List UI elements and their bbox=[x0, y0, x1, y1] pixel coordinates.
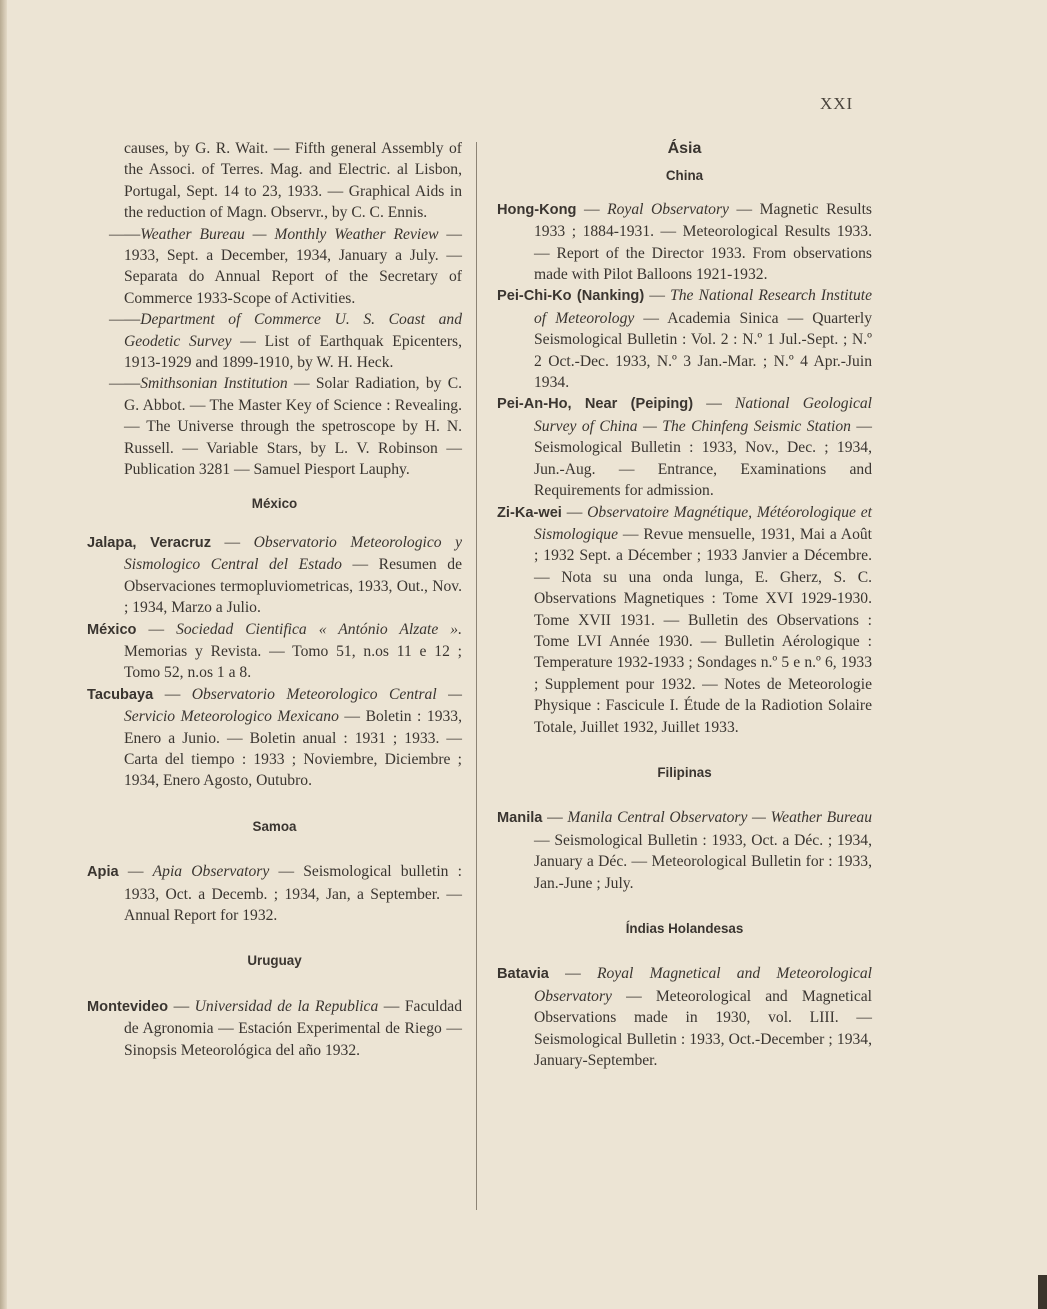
section-heading-indias-holandesas: Índias Holandesas bbox=[625, 921, 744, 936]
section-heading-mexico: México bbox=[251, 495, 298, 511]
entry-place: Jalapa, Veracruz bbox=[87, 534, 212, 551]
entry-place: Hong-Kong bbox=[497, 201, 577, 218]
entry-institution: Smithsonian Institution bbox=[140, 375, 288, 393]
entry-text: — Magnetic Results 1933 ; 1884-1931. — Meteorological Results 1933. — Report of the Director 1933. From observations made with Pilot Balloons 1921-1932. bbox=[534, 200, 872, 284]
entry-text: — Seismological bulletin : 1933, Oct. a Decemb. ; 1934, Jan, a September. — Annual Report for 1932. bbox=[124, 863, 462, 924]
entry-institution: National Geological Survey of China — The Chinfeng Seismic Station bbox=[534, 395, 872, 435]
entry-apia: Apia — Apia Observatory — Seismological bulletin : 1933, Oct. a Decemb. ; 1934, Jan, a September. — Annual Report for 1932. bbox=[87, 863, 462, 924]
entry-text: — Revue mensuelle, 1931, Mai a Août ; 1932 Sept. a Décember ; 1933 Janvier a Décembre. — Nota su una onda lunga, E. Gherz, S. C. Observations Magnetiques : Tome XVI 1929-1930. Tome XVII 1931. — Bulletin des Observations : Tome LVI Année 1930. — Bulletin Aérologique : Temperature 1932-1933 ; Sondages n.º 5 e n.º 6, 1933 ; Supplement pour 1932. — Notes de Meteorologie Physique : Fascicule I. Étude de la Radiotion Solaire Totale, Juillet 1932, Juillet 1933. bbox=[534, 525, 872, 736]
entry-institution: Manila Central Observatory — Weather Bureau bbox=[567, 809, 872, 827]
entry-text: — Seismological Bulletin : 1933, Nov., Dec. ; 1934, Jun.-Aug. — Entrance, Examinations and Requirements for admission. bbox=[534, 417, 872, 500]
entry-place: Manila bbox=[497, 810, 543, 827]
entry-text: — Faculdad de Agronomia — Estación Experimental de Riego — Sinopsis Meteorológica del año 1932. bbox=[124, 997, 463, 1059]
entry-manila: Manila — Manila Central Observatory — Weather Bureau — Seismological Bulletin : 1933, Oct. a Déc. ; 1934, January a Déc. — Meteorological Bulletin for : 1933, Jan.-June ; July. bbox=[497, 809, 872, 892]
entry-institution: Apia Observatory bbox=[152, 863, 270, 881]
section-heading-asia: Ásia bbox=[667, 140, 702, 157]
right-column bbox=[497, 138, 872, 1071]
entry-zi-ka-wei: Zi-Ka-wei — Observatoire Magnétique, Météorologique et Sismologique — Revue mensuelle, 1931, Mai a Août ; 1932 Sept. a Décember ; 1933 Janvier a Décembre. — Nota su una onda lunga, E. Gherz, S. C. Observations Magnetiques : Tome XVI 1929-1930. Tome XVII 1931. — Bulletin des Observations : Tome LVI Année 1930. — Bulletin Aérologique : Temperature 1932-1933 ; Sondages n.º 5 e n.º 6, 1933 ; Supplement pour 1932. — Notes de Meteorologie Physique : Fascicule I. Étude de la Radiotion Solaire Totale, Juillet 1932, Juillet 1933. bbox=[497, 503, 873, 736]
entry-place: México bbox=[87, 621, 137, 638]
entry-institution: Observatorio Meteorologico Central — Servicio Meteorologico Mexicano bbox=[124, 685, 462, 726]
entry-place: Zi-Ka-wei bbox=[497, 504, 562, 521]
entry-institution: Observatoire Magnétique, Météorologique et Sismologique bbox=[534, 503, 873, 543]
section-heading-china: China bbox=[665, 168, 704, 184]
entry-place: Batavia bbox=[497, 966, 549, 983]
entry-coast-survey bbox=[87, 309, 462, 373]
entry-place: Pei-Chi-Ko (Nanking) bbox=[497, 288, 645, 305]
page-number: XXI bbox=[820, 94, 854, 113]
entry-place: Tacubaya bbox=[87, 686, 154, 703]
entry-text: — Resumen de Observaciones termopluviometricas, 1933, Out., Nov. ; 1934, Marzo a Julio. bbox=[124, 556, 462, 617]
entry-institution: Weather Bureau — Monthly Weather Review bbox=[140, 225, 439, 243]
entry-text: — 1933, Sept. a December, 1934, January a July. — Separata do Annual Report of the Secretary of Commerce 1933-Scope of Activities. bbox=[124, 225, 462, 307]
entry-weather-bureau bbox=[87, 224, 462, 310]
section-heading-uruguay: Uruguay bbox=[247, 953, 302, 969]
entry-dash: —— bbox=[109, 225, 141, 243]
entry-smithsonian bbox=[87, 373, 462, 480]
column-divider bbox=[476, 142, 477, 1210]
entry-institution: Universidad de la Republica bbox=[194, 997, 379, 1015]
entry-mexico: México — Sociedad Cientifica « António Alzate ». Memorias y Revista. — Tomo 51, n.os 11 e 12 ; Tomo 52, n.os 1 a 8. bbox=[87, 620, 463, 682]
entry-institution: Royal Observatory bbox=[607, 200, 729, 218]
left-column bbox=[87, 138, 462, 1061]
entry-institution: Observatorio Meteorologico y Sismologico Central del Estado bbox=[124, 533, 462, 574]
entry-pei-chi-ko: Pei-Chi-Ko (Nanking) — The National Research Institute of Meteorology — Academia Sinica — Quarterly Seismological Bulletin : Vol. 2 : N.º 1 Jul.-Sept. ; N.º 2 Oct.-Dec. 1933, N.º 3 Jan.-Mar. ; N.º 4 Apr.-Juin 1934. bbox=[497, 287, 873, 392]
entry-institution: Royal Magnetical and Meteorological Observatory bbox=[534, 965, 872, 1005]
entry-place: Montevideo bbox=[87, 998, 169, 1015]
page-edge-left bbox=[0, 0, 7, 1309]
entry-institution: Department of Commerce U. S. Coast and Geodetic Survey bbox=[124, 311, 462, 350]
entry-tacubaya: Tacubaya — Observatorio Meteorologico Central — Servicio Meteorologico Mexicano — Boletin : 1933, Enero a Junio. — Boletin anual : 1931 ; 1933. — Carta del tiempo : 1933 ; Noviembre, Diciembre ; 1934, Enero Agosto, Outubro. bbox=[87, 685, 462, 790]
entry-text: — List of Earthquak Epicenters, 1913-1929 and 1899-1910, by W. H. Heck. bbox=[124, 332, 463, 372]
entry-dash: —— bbox=[109, 375, 141, 393]
entry-continuation: causes, by G. R. Wait. — Fifth general Assembly of the Associ. of Terres. Mag. and Electric. al Lisbon, Portugal, Sept. 14 to 23, 1933. — Graphical Aids in the reduction of Magn. Observr., by C. C. Ennis. bbox=[124, 140, 462, 222]
entry-pei-an-ho: Pei-An-Ho, Near (Peiping) — National Geological Survey of China — The Chinfeng Seismic Station — Seismological Bulletin : 1933, Nov., Dec. ; 1934, Jun.-Aug. — Entrance, Examinations and Requirements for admission. bbox=[497, 395, 872, 500]
entry-text: — Academia Sinica — Quarterly Seismological Bulletin : Vol. 2 : N.º 1 Jul.-Sept. ; N.º 2 Oct.-Dec. 1933, N.º 3 Jan.-Mar. ; N.º 4 Apr.-Juin 1934. bbox=[534, 309, 872, 392]
entry-text: — Boletin : 1933, Enero a Junio. — Boletin anual : 1931 ; 1933. — Carta del tiempo : 1933 ; Noviembre, Diciembre ; 1934, Enero Agosto, Outubro. bbox=[124, 708, 462, 790]
section-heading-samoa: Samoa bbox=[252, 818, 297, 834]
entry-text: — Solar Radiation, by C. G. Abbot. — The Master Key of Science : Revealing. — The Universe through the spetroscope by H. N. Russell. — Variable Stars, by L. V. Robinson — Publication 3281 — Samuel Piesport Lauphy. bbox=[124, 375, 462, 479]
entry-jalapa: Jalapa, Veracruz — Observatorio Meteorologico y Sismologico Central del Estado — Resumen de Observaciones termopluviometricas, 1933, Out., Nov. ; 1934, Marzo a Julio. bbox=[87, 533, 462, 617]
entry-place: Pei-An-Ho, Near (Peiping) bbox=[497, 396, 694, 413]
entry-dash: —— bbox=[109, 311, 141, 329]
entry-text: — Seismological Bulletin : 1933, Oct. a Déc. ; 1934, January a Déc. — Meteorological Bulletin for : 1933, Jan.-June ; July. bbox=[534, 831, 872, 892]
page-edge-right bbox=[1038, 1275, 1047, 1309]
entry-batavia: Batavia — Royal Magnetical and Meteorological Observatory — Meteorological and Magnetical Observations made in 1930, vol. LIII. — Seismological Bulletin : 1933, Oct.-December ; 1934, January-September. bbox=[497, 965, 872, 1070]
entry-text: — Meteorological and Magnetical Observations made in 1930, vol. LIII. — Seismological Bulletin : 1933, Oct.-December ; 1934, January-September. bbox=[534, 987, 872, 1070]
entry-place: Apia bbox=[87, 864, 119, 881]
entry-montevideo: Montevideo — Universidad de la Republica — Faculdad de Agronomia — Estación Experimental de Riego — Sinopsis Meteorológica del año 1932. bbox=[87, 997, 463, 1059]
entry-institution: Sociedad Cientifica « António Alzate ». bbox=[176, 620, 463, 638]
entry-hong-kong: Hong-Kong — Royal Observatory — Magnetic Results 1933 ; 1884-1931. — Meteorological Results 1933. — Report of the Director 1933. From observations made with Pilot Balloons 1921-1932. bbox=[497, 200, 872, 284]
entry-text: Memorias y Revista. — Tomo 51, n.os 11 e 12 ; Tomo 52, n.os 1 a 8. bbox=[124, 642, 462, 682]
section-heading-filipinas: Filipinas bbox=[657, 764, 712, 780]
entry-institution: The National Research Institute of Meteorology bbox=[534, 287, 873, 327]
